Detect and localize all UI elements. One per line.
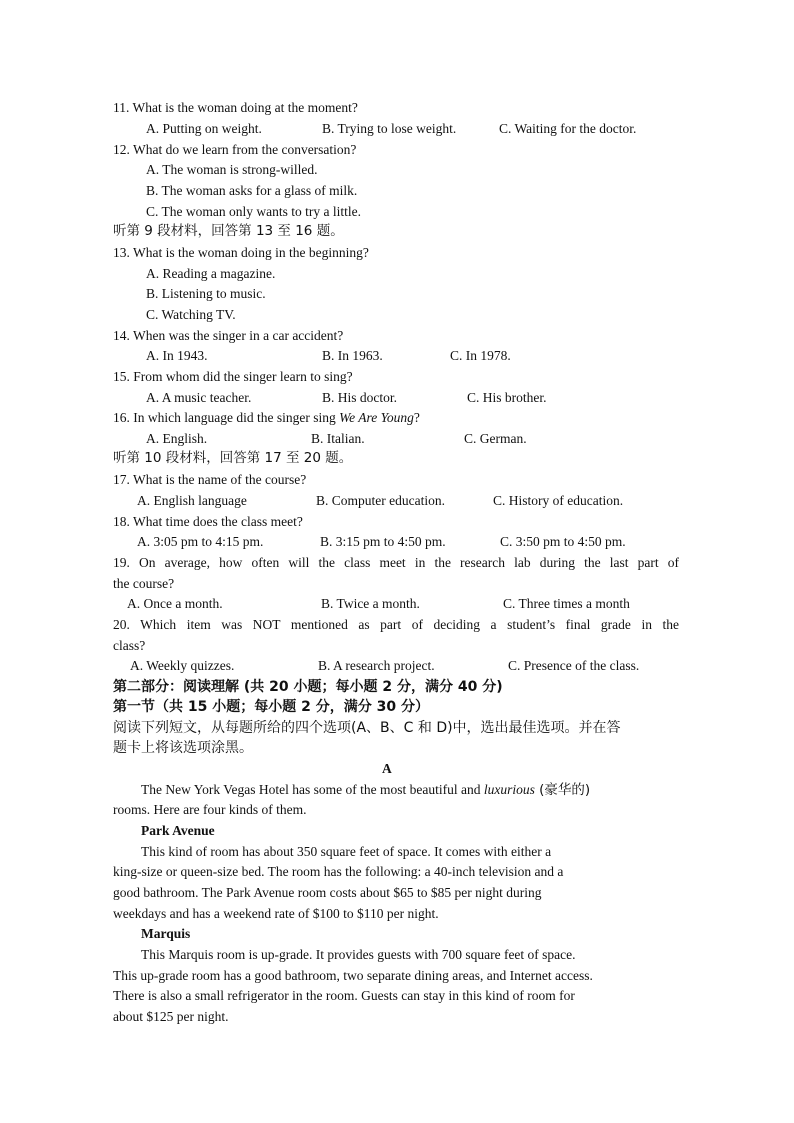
- q12-stem: 12. What do we learn from the conversation?: [113, 142, 357, 157]
- park-avenue-line4: weekdays and has a weekend rate of $100 to $110 per night.: [113, 906, 439, 921]
- q12-option-c: C. The woman only wants to try a little.: [146, 204, 361, 219]
- q19-option-c: C. Three times a month: [503, 596, 630, 611]
- q11-option-c: C. Waiting for the doctor.: [499, 121, 637, 136]
- q20-stem-line2: class?: [113, 638, 146, 653]
- q19-option-b: B. Twice a month.: [321, 596, 420, 611]
- passage-a-luxurious-word: luxurious: [483, 782, 535, 797]
- q20-stem-line1: 20. Which item was NOT mentioned as part of deciding a student’s final grade in the: [113, 617, 679, 632]
- q16-option-a: A. English.: [146, 431, 208, 446]
- part2-title: 第二部分：阅读理解 (共 20 小题；每小题 2 分，满分 40 分): [113, 679, 503, 695]
- passage-a-label: A: [382, 761, 392, 776]
- q11-option-b: B. Trying to lose weight.: [322, 121, 457, 136]
- part2-instruction-line1: 阅读下列短文，从每题所给的四个选项(A、B、C 和 D)中，选出最佳选项。并在答: [113, 720, 621, 736]
- marquis-line2: This up-grade room has a good bathroom, two separate dining areas, and Internet access.: [113, 968, 593, 983]
- passage-a-intro-line2: rooms. Here are four kinds of them.: [113, 802, 307, 817]
- q15-option-c: C. His brother.: [467, 390, 547, 405]
- q13-option-b: B. Listening to music.: [146, 286, 266, 301]
- section-10-instruction: 听第 10 段材料，回答第 17 至 20 题。: [113, 450, 353, 466]
- q20-option-b: B. A research project.: [318, 658, 435, 673]
- q14-option-c: C. In 1978.: [450, 348, 511, 363]
- park-avenue-line3: good bathroom. The Park Avenue room costs about $65 to $85 per night during: [113, 885, 542, 900]
- q11-stem: 11. What is the woman doing at the moment?: [113, 100, 358, 115]
- q13-option-c: C. Watching TV.: [146, 307, 236, 322]
- q18-stem: 18. What time does the class meet?: [113, 514, 303, 529]
- q19-option-a: A. Once a month.: [127, 596, 223, 611]
- marquis-line1: This Marquis room is up-grade. It provides guests with 700 square feet of space.: [141, 947, 576, 962]
- marquis-heading: Marquis: [141, 926, 191, 941]
- q16-option-b: B. Italian.: [311, 431, 365, 446]
- park-avenue-heading: Park Avenue: [141, 823, 215, 838]
- q13-option-a: A. Reading a magazine.: [146, 266, 276, 281]
- q14-stem: 14. When was the singer in a car accident?: [113, 328, 344, 343]
- q15-stem: 15. From whom did the singer learn to sing?: [113, 369, 353, 384]
- part2-section1-title: 第一节（共 15 小题；每小题 2 分，满分 30 分）: [113, 699, 429, 715]
- q18-option-c: C. 3:50 pm to 4:50 pm.: [500, 534, 626, 549]
- q20-option-a: A. Weekly quizzes.: [130, 658, 235, 673]
- marquis-line3: There is also a small refrigerator in the room. Guests can stay in this kind of room for: [113, 988, 575, 1003]
- q16-stem: [113, 411, 420, 425]
- q17-option-b: B. Computer education.: [316, 493, 445, 508]
- part2-instruction-line2: 题卡上将该选项涂黑。: [113, 740, 253, 756]
- section-9-instruction: 听第 9 段材料，回答第 13 至 16 题。: [113, 223, 344, 239]
- q14-option-a: A. In 1943.: [146, 348, 208, 363]
- q17-option-c: C. History of education.: [493, 493, 624, 508]
- q19-stem-line1: 19. On average, how often will the class meet in the research lab during the last part of: [113, 555, 679, 570]
- q16-option-c: C. German.: [464, 431, 527, 446]
- q15-option-a: A. A music teacher.: [146, 390, 252, 405]
- passage-a-luxurious-gloss: (豪华的): [534, 782, 591, 798]
- q16-stem-end: ?: [413, 410, 420, 425]
- q18-option-a: A. 3:05 pm to 4:15 pm.: [137, 534, 264, 549]
- passage-a-intro-text: The New York Vegas Hotel has some of the most beautiful and: [141, 782, 484, 797]
- park-avenue-line2: king-size or queen-size bed. The room has the following: a 40-inch television and a: [113, 864, 564, 879]
- q17-option-a: A. English language: [137, 493, 247, 508]
- q11-option-a: A. Putting on weight.: [146, 121, 262, 136]
- q16-song-title: We Are Young: [339, 410, 414, 425]
- q20-option-c: C. Presence of the class.: [508, 658, 640, 673]
- q17-stem: 17. What is the name of the course?: [113, 472, 307, 487]
- q12-option-b: B. The woman asks for a glass of milk.: [146, 183, 358, 198]
- q15-option-b: B. His doctor.: [322, 390, 398, 405]
- park-avenue-line1: This kind of room has about 350 square feet of space. It comes with either a: [141, 844, 552, 859]
- passage-a-intro-line1: [141, 783, 590, 798]
- q18-option-b: B. 3:15 pm to 4:50 pm.: [320, 534, 446, 549]
- q14-option-b: B. In 1963.: [322, 348, 383, 363]
- q19-stem-line2: the course?: [113, 576, 175, 591]
- marquis-line4: about $125 per night.: [113, 1009, 229, 1024]
- q13-stem: 13. What is the woman doing in the beginning?: [113, 245, 369, 260]
- q12-option-a: A. The woman is strong-willed.: [146, 162, 318, 177]
- q16-stem-text: 16. In which language did the singer sing: [113, 410, 340, 425]
